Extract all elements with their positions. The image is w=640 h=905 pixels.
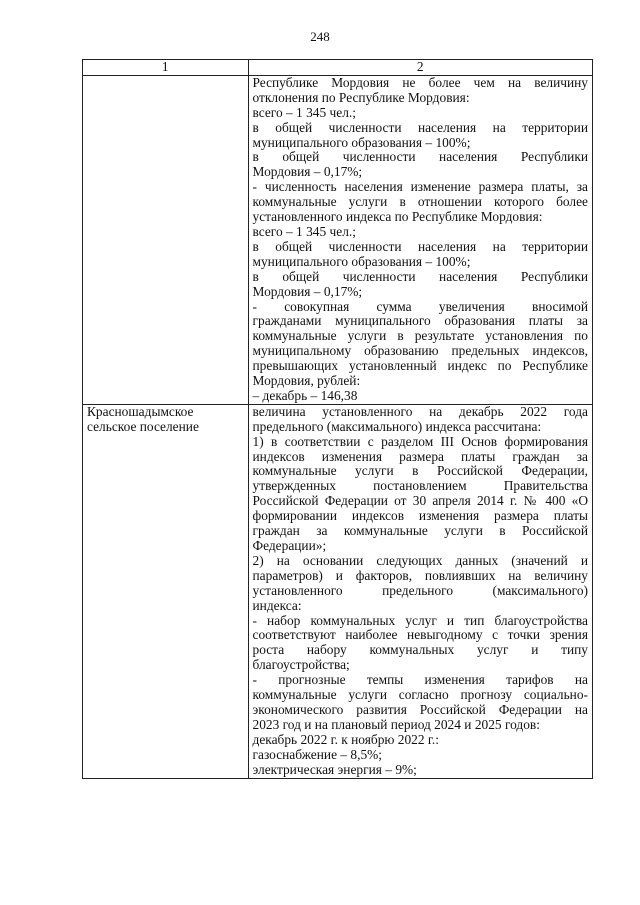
text-line: - набор коммунальных услуг и тип благоустройства (252, 612, 588, 628)
label-line: сельское поселение (87, 418, 199, 434)
text-line: индексов изменения размера платы граждан за (252, 448, 588, 464)
text-line: декабрь 2022 г. к ноябрю 2022 г.: (252, 731, 439, 747)
table-row (83, 75, 593, 404)
document-table (82, 59, 593, 779)
text-line: коммунальные услуги в отношении которого более (252, 194, 588, 210)
text-line: параметров) и факторов, повлиявших на величину (252, 567, 588, 583)
text-line: электрическая энергия – 9%; (252, 761, 417, 777)
text-line: роста набору коммунальных услуг и типу (252, 642, 588, 658)
table-header-row (83, 60, 593, 76)
label-line: Красношадымское (87, 403, 194, 419)
text-line: величина установленного на декабрь 2022 года (252, 403, 588, 419)
table-header-cell-2: 2 (248, 60, 592, 76)
text-line: - численность населения изменение размера платы, за (252, 179, 588, 195)
text-line: формировании индексов изменения размера платы (252, 508, 588, 524)
text-line: в общей численности населения Республики (252, 149, 588, 165)
row-1-content-cell (248, 75, 592, 404)
text-line: в общей численности населения Республики (252, 268, 588, 284)
text-line: отклонения по Республике Мордовия: (252, 89, 470, 105)
text-line: Мордовия – 0,17%; (252, 164, 363, 180)
text-line: - прогнозные темпы изменения тарифов на (252, 672, 588, 688)
text-line: коммунальные услуги в Российской Федерации, (252, 463, 588, 479)
text-line: Федерации»; (252, 538, 327, 553)
text-line: Республике Мордовия не более чем на величину (252, 74, 588, 90)
text-line: превышающих установленный индекс по Республике (252, 358, 588, 374)
text-line: Российской Федерации от 30 апреля 2014 г. № 400 «О (252, 493, 588, 509)
text-line: в общей численности населения на территории (252, 119, 588, 135)
text-line: утвержденных постановлением Правительства (252, 478, 588, 494)
text-line: соответствуют наиболее невыгодному с точки зрения (252, 627, 588, 643)
table-row (83, 404, 593, 778)
row-2-content-cell (248, 404, 592, 778)
text-line: в общей численности населения на территории (252, 238, 588, 254)
text-line: муниципальному образованию предельных индексов, (252, 343, 588, 359)
text-line: гражданами муниципального образования платы за (252, 313, 588, 329)
text-line: всего – 1 345 чел.; (252, 223, 356, 239)
text-line: благоустройства; (252, 657, 350, 673)
text-line: Мордовия – 0,17%; (252, 283, 363, 299)
row-2-label-cell (83, 404, 249, 778)
text-line: установленного предельного (максимального) (252, 582, 588, 598)
text-line: экономического развития Российской Федерации на (252, 701, 588, 717)
text-line: предельного (максимального) индекса рассчитана: (252, 418, 542, 434)
page-number: 248 (310, 29, 330, 44)
table-header-cell-1: 1 (83, 60, 249, 76)
text-line: - совокупная сумма увеличения вносимой (252, 298, 588, 314)
text-line: коммунальные услуги согласно прогнозу социально- (252, 687, 588, 703)
text-line: всего – 1 345 чел.; (252, 104, 356, 120)
text-line: муниципального образования – 100%; (252, 253, 471, 269)
text-line: индекса: (252, 597, 302, 613)
text-line: коммунальные услуги в результате установления по (252, 328, 588, 344)
text-line: установленного индекса по Республике Мордовия: (252, 209, 543, 225)
text-line: граждан за коммунальные услуги в Российской (252, 523, 588, 539)
text-line: муниципального образования – 100%; (252, 134, 471, 150)
text-line: Мордовия, рублей: (252, 373, 361, 389)
text-line: 1) в соответствии с разделом III Основ формирования (252, 433, 588, 449)
text-line: 2) на основании следующих данных (значений и (252, 552, 588, 568)
text-line: 2023 год и на плановый период 2024 и 2025 годов: (252, 716, 540, 732)
text-line: газоснабжение – 8,5%; (252, 746, 383, 762)
text-line: – декабрь – 146,38 (252, 387, 358, 403)
row-1-label-cell (83, 75, 249, 404)
